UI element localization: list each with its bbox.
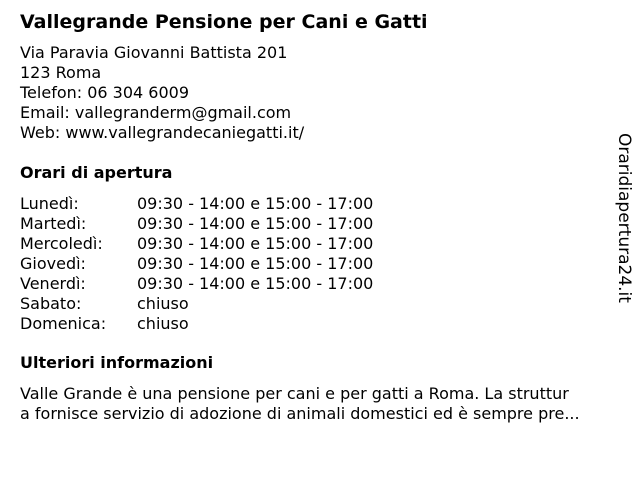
description-line: a fornisce servizio di adozione di animali domestici ed è sempre pre...	[20, 404, 580, 423]
hours-day-label: Domenica:	[20, 314, 107, 333]
hours-time-value: 09:30 - 14:00 e 15:00 - 17:00	[137, 274, 374, 293]
hours-row-tuesday	[20, 214, 373, 234]
hours-time-value: chiuso	[137, 294, 189, 313]
contact-block	[20, 43, 304, 143]
hours-row-friday	[20, 274, 373, 294]
hours-day-label: Mercoledì:	[20, 234, 103, 253]
hours-time-value: chiuso	[137, 314, 189, 333]
hours-day-label: Sabato:	[20, 294, 82, 313]
hours-day-label: Giovedì:	[20, 254, 86, 273]
hours-row-saturday	[20, 294, 373, 314]
opening-hours-table	[20, 194, 373, 334]
hours-row-monday	[20, 194, 373, 214]
hours-time-value: 09:30 - 14:00 e 15:00 - 17:00	[137, 214, 374, 233]
hours-row-thursday	[20, 254, 373, 274]
contact-email: Email: vallegranderm@gmail.com	[20, 103, 292, 122]
hours-row-wednesday	[20, 234, 373, 254]
hours-day-label: Venerdì:	[20, 274, 86, 293]
hours-day-label: Lunedì:	[20, 194, 79, 213]
opening-hours-heading: Orari di apertura	[20, 163, 173, 182]
site-brand-watermark: Oraridiapertura24.it	[614, 133, 634, 303]
business-name: Vallegrande Pensione per Cani e Gatti	[20, 11, 428, 33]
hours-time-value: 09:30 - 14:00 e 15:00 - 17:00	[137, 254, 374, 273]
hours-time-value: 09:30 - 14:00 e 15:00 - 17:00	[137, 234, 374, 253]
hours-row-sunday	[20, 314, 373, 334]
contact-city: 123 Roma	[20, 63, 102, 82]
description-line: Valle Grande è una pensione per cani e per gatti a Roma. La struttur	[20, 384, 569, 403]
hours-time-value: 09:30 - 14:00 e 15:00 - 17:00	[137, 194, 374, 213]
business-description	[20, 384, 635, 424]
contact-street: Via Paravia Giovanni Battista 201	[20, 43, 288, 62]
further-info-heading: Ulteriori informazioni	[20, 353, 214, 372]
contact-phone: Telefon: 06 304 6009	[20, 83, 190, 102]
hours-day-label: Martedì:	[20, 214, 87, 233]
contact-website: Web: www.vallegrandecaniegatti.it/	[20, 123, 305, 142]
